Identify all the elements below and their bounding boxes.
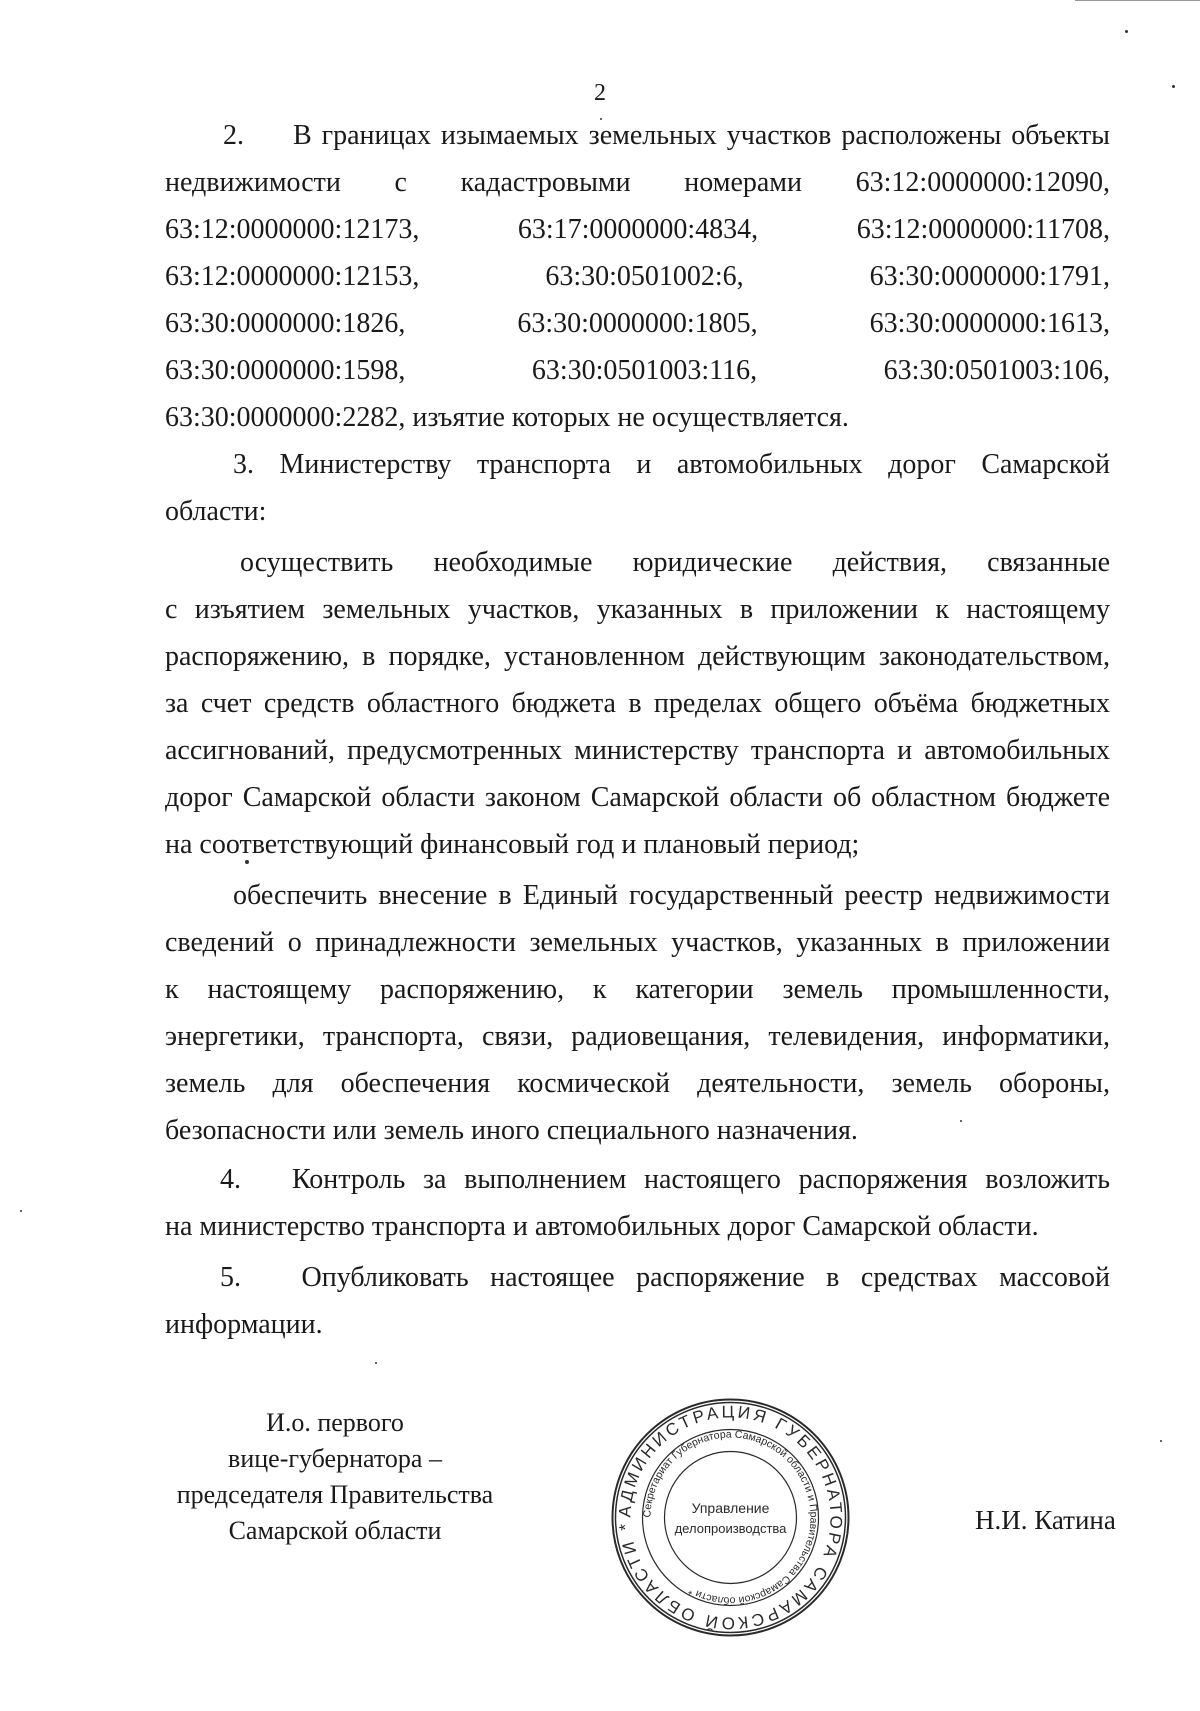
scan-speck: [20, 1210, 22, 1212]
p3-line2: области:: [165, 496, 267, 527]
word: средствах: [860, 1262, 978, 1293]
p3-number: 3.: [233, 449, 254, 480]
word: необходимые: [433, 547, 593, 578]
word: массовой: [999, 1262, 1110, 1293]
word: с: [394, 167, 407, 198]
word: действия,: [832, 547, 947, 578]
word: дорог: [888, 449, 956, 480]
p3-sub1-line: ассигнований, предусмотренных министерству транспорта и автомобильных: [165, 735, 1110, 766]
position-line: Самарской области: [228, 1516, 442, 1545]
cadastral-number: 63:30:0000000:1598,: [165, 355, 406, 386]
cadastral-number: 63:12:0000000:12173,: [165, 214, 420, 245]
p2-row5: [165, 300, 1110, 347]
cadastral-number: 63:30:0501002:6,: [545, 261, 744, 292]
p2-last-line: 63:30:0000000:2282, изъятие которых не осуществляется.: [165, 402, 849, 433]
scan-speck: [375, 1362, 377, 1364]
word: распоряжение: [636, 1262, 805, 1293]
scan-speck: [1160, 1440, 1162, 1442]
scan-speck: [1125, 30, 1128, 33]
p4-number: 4.: [220, 1164, 241, 1195]
p3-sub2-line: земель для обеспечения космической деятельности, земель обороны,: [165, 1068, 1110, 1099]
p4-line1: [165, 1156, 1110, 1203]
scan-edge-line: [1075, 0, 1200, 1]
word: Министерству: [279, 449, 452, 480]
p3-sub1-line: распоряжению, в порядке, установленном действующим законодательством,: [165, 641, 1110, 672]
scan-speck: [600, 118, 602, 120]
scan-speck: [1172, 85, 1175, 88]
p2-row3: [165, 206, 1110, 253]
stamp-outer-text: АДМИНИСТРАЦИЯ ГУБЕРНАТОРА САМАРСКОЙ ОБЛАСТИ *: [615, 1402, 846, 1633]
p2-row6: [165, 347, 1110, 394]
cadastral-number: 63:30:0000000:1826,: [165, 308, 406, 339]
p3-sub2-line: сведений о принадлежности земельных участков, указанных в приложении: [165, 927, 1110, 958]
p2-line1: [165, 112, 1110, 159]
p3-sub2-last: безопасности или земель иного специального назначения.: [165, 1115, 858, 1146]
cadastral-number: 63:30:0000000:1791,: [869, 261, 1110, 292]
word: в: [826, 1262, 840, 1293]
cadastral-number: 63:12:0000000:11708,: [856, 214, 1110, 245]
p5-line1: [165, 1254, 1110, 1301]
page-number: 2: [594, 80, 606, 106]
scan-speck: [960, 1120, 962, 1122]
stamp-svg: [608, 1395, 853, 1640]
p3-sub1-line: дорог Самарской области законом Самарской области об областном бюджете: [165, 782, 1110, 813]
word: и: [636, 449, 652, 480]
cadastral-number: 63:30:0000000:1613,: [869, 308, 1110, 339]
p3-sub2-line: к настоящему распоряжению, к категории земель промышленности,: [165, 974, 1110, 1005]
cadastral-number: 63:12:0000000:12090,: [855, 167, 1110, 198]
signatory-name: Н.И. Катина: [975, 1505, 1116, 1535]
cadastral-number: 63:30:0501003:116,: [531, 355, 758, 386]
p2-number: 2.: [223, 120, 244, 151]
p2-line1-text: В границах изымаемых земельных участков расположены объекты: [293, 120, 1110, 151]
stamp-center-line1: Управление: [691, 1500, 770, 1516]
word: транспорта: [476, 449, 611, 480]
p4-line1-text: Контроль за выполнением настоящего распоряжения возложить: [292, 1164, 1110, 1195]
p5-line2: информации.: [165, 1309, 323, 1340]
word: осуществить: [240, 547, 394, 578]
word: настоящее: [490, 1262, 615, 1293]
position-line: И.о. первого: [266, 1408, 404, 1437]
word: юридические: [632, 547, 793, 578]
p3-sub2-line1: обеспечить внесение в Единый государственный реестр недвижимости: [233, 880, 1110, 911]
cadastral-number: 63:12:0000000:12153,: [165, 261, 420, 292]
stamp-inner-text: Секретариат Губернатора Самарской области и Правительства Самарской области *: [641, 1428, 820, 1607]
stamp-center-line2: делопроизводства: [674, 1521, 787, 1536]
p3-sub1-line1: [165, 539, 1110, 586]
word: номерами: [684, 167, 803, 198]
cadastral-number: 63:30:0501003:106,: [883, 355, 1110, 386]
p3-sub1-line: с изъятием земельных участков, указанных в приложении к настоящему: [165, 594, 1110, 625]
p3-sub2-line: энергетики, транспорта, связи, радиовещания, телевидения, информатики,: [165, 1021, 1110, 1052]
position-line: вице-губернатора –: [228, 1444, 442, 1473]
official-stamp: [608, 1395, 853, 1640]
p3-line1: [165, 441, 1110, 488]
position-line: председателя Правительства: [176, 1480, 494, 1509]
word: недвижимости: [165, 167, 341, 198]
cadastral-number: 63:30:0000000:1805,: [517, 308, 758, 339]
word: Самарской: [981, 449, 1110, 480]
document-body: [165, 112, 1110, 1348]
p2-line2: [165, 159, 1110, 206]
p2-row4: [165, 253, 1110, 300]
p3-sub1-line: на соответствующий финансовый год и плановый период;: [165, 829, 860, 860]
word: Опубликовать: [301, 1262, 469, 1293]
scan-speck: [245, 860, 249, 864]
cadastral-number: 63:17:0000000:4834,: [517, 214, 759, 245]
word: кадастровыми: [460, 167, 631, 198]
p3-sub1-line: за счет средств областного бюджета в пределах общего объёма бюджетных: [165, 688, 1110, 719]
word: автомобильных: [676, 449, 863, 480]
p5-number: 5.: [220, 1262, 241, 1293]
word: связанные: [987, 547, 1110, 578]
p4-line2: на министерство транспорта и автомобильных дорог Самарской области.: [165, 1211, 1039, 1242]
signatory-position: [155, 1405, 515, 1549]
